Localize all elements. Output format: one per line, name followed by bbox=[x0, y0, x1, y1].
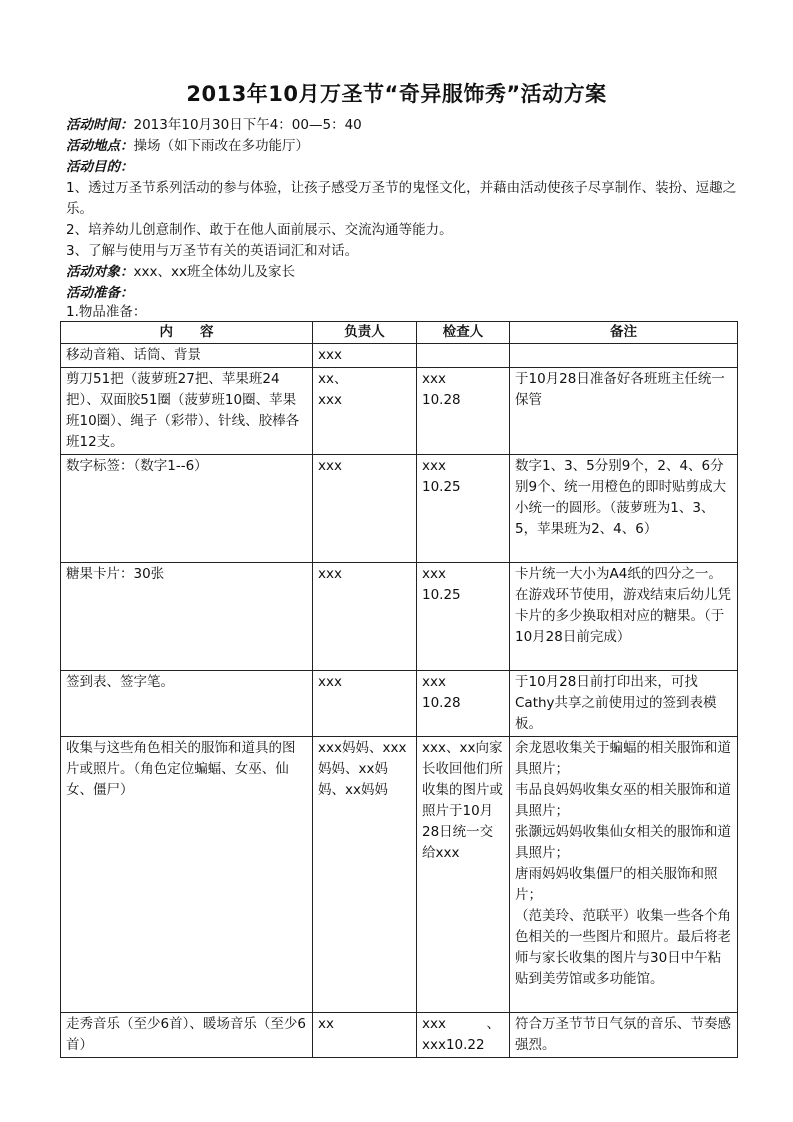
row-owner-cell-text: xxx妈妈、xxx妈妈、xx妈妈、xx妈妈 bbox=[318, 740, 407, 798]
row-note-cell bbox=[510, 344, 738, 368]
row-checker-cell bbox=[417, 1013, 510, 1058]
table-row bbox=[61, 671, 738, 737]
row-note-cell bbox=[510, 737, 738, 1013]
row-note-cell bbox=[510, 1013, 738, 1058]
table-row bbox=[61, 1013, 738, 1058]
row-owner-cell-text: xxx bbox=[318, 347, 342, 363]
row-checker-cell-text: xxx、xx向家长收回他们所收集的图片或照片于10月28日统一交给xxx bbox=[422, 740, 503, 861]
row-note-cell-text: 卡片统一大小为A4纸的四分之一。在游戏环节使用，游戏结束后幼儿凭卡片的多少换取相对应的糖果。（于10月28日前完成） bbox=[515, 566, 731, 645]
goal-item: 2、培养幼儿创意制作、敢于在他人面前展示、交流沟通等能力。 bbox=[66, 222, 453, 238]
row-content-cell bbox=[61, 344, 313, 368]
row-content-cell-text: 移动音箱、话筒、背景 bbox=[66, 347, 201, 363]
activity-participants-value: xxx、xx班全体幼儿及家长 bbox=[133, 264, 295, 280]
activity-time-label: 活动时间： bbox=[66, 117, 134, 133]
row-content-cell bbox=[61, 455, 313, 563]
row-checker-cell-text: xxx 10.28 bbox=[422, 674, 461, 711]
row-owner-cell-text: xxx bbox=[318, 458, 342, 474]
row-checker-cell bbox=[417, 344, 510, 368]
row-checker-cell bbox=[417, 368, 510, 455]
row-note-cell-text: 于10月28日准备好各班班主任统一保管 bbox=[515, 371, 725, 408]
row-checker-cell-text: xxx 、 xxx10.22 bbox=[422, 1016, 500, 1053]
row-content-cell bbox=[61, 368, 313, 455]
activity-location-label: 活动地点： bbox=[66, 138, 134, 154]
row-note-cell-text: 于10月28日前打印出来，可找Cathy共享之前使用过的签到表模板。 bbox=[515, 674, 717, 732]
row-content-cell-text: 糖果卡片：30张 bbox=[66, 566, 165, 582]
goal-item: 1、透过万圣节系列活动的参与体验，让孩子感受万圣节的鬼怪文化，并藉由活动使孩子尽享制作、装扮、逗趣之乐。 bbox=[66, 180, 737, 217]
table-row bbox=[61, 455, 738, 563]
row-content-cell-text: 签到表、签字笔。 bbox=[66, 674, 174, 690]
column-header-note: 备注 bbox=[510, 322, 738, 344]
materials-table bbox=[60, 321, 738, 1058]
row-checker-cell-text: xxx 10.25 bbox=[422, 458, 461, 495]
row-content-cell-text: 剪刀51把（菠萝班27把、苹果班24把）、双面胶51圈（菠萝班10圈、苹果班10圈）、绳子（彩带）、针线、胶棒各班12支。 bbox=[66, 371, 300, 450]
activity-participants bbox=[66, 262, 746, 283]
row-owner-cell bbox=[313, 1013, 417, 1058]
row-note-cell-text: 符合万圣节节日气氛的音乐、节奏感强烈。 bbox=[515, 1016, 731, 1053]
prep-subheading: 1.物品准备： bbox=[66, 304, 147, 320]
row-owner-cell bbox=[313, 455, 417, 563]
row-content-cell-text: 收集与这些角色相关的服饰和道具的图片或照片。（角色定位蝙蝠、女巫、仙女、僵尸） bbox=[66, 740, 296, 798]
table-row bbox=[61, 368, 738, 455]
activity-goals-heading bbox=[66, 157, 746, 178]
activity-time bbox=[66, 115, 746, 136]
row-checker-cell bbox=[417, 737, 510, 1013]
activity-time-value: 2013年10月30日下午4：00—5：40 bbox=[133, 117, 362, 133]
row-checker-cell bbox=[417, 563, 510, 671]
activity-goals-label: 活动目的： bbox=[66, 159, 134, 175]
row-owner-cell bbox=[313, 671, 417, 737]
goal-item: 3、了解与使用与万圣节有关的英语词汇和对话。 bbox=[66, 243, 359, 259]
column-header-content: 内 容 bbox=[61, 322, 313, 344]
row-checker-cell-text: xxx 10.28 bbox=[422, 371, 461, 408]
activity-location-value: 操场（如下雨改在多功能厅） bbox=[133, 138, 309, 154]
activity-participants-label: 活动对象： bbox=[66, 264, 134, 280]
row-owner-cell-text: xxx bbox=[318, 674, 342, 690]
row-checker-cell bbox=[417, 671, 510, 737]
table-header-row bbox=[61, 322, 738, 344]
row-content-cell-text: 走秀音乐（至少6首）、暖场音乐（至少6首） bbox=[66, 1016, 306, 1053]
table-row bbox=[61, 737, 738, 1013]
column-header-checker: 检查人 bbox=[417, 322, 510, 344]
row-content-cell bbox=[61, 563, 313, 671]
row-note-cell bbox=[510, 563, 738, 671]
table-row bbox=[61, 563, 738, 671]
row-note-cell bbox=[510, 368, 738, 455]
row-owner-cell bbox=[313, 563, 417, 671]
row-note-cell-text: 数字1、3、5分别9个，2、4、6分别9个、统一用橙色的即时贴剪成大小统一的圆形。（菠萝班为1、3、5，苹果班为2、4、6） bbox=[515, 458, 727, 537]
row-content-cell bbox=[61, 1013, 313, 1058]
row-note-cell-text: 余龙恩收集关于蝙蝠的相关服饰和道具照片； 韦品良妈妈收集女巫的相关服饰和道具照片； 张灏远妈妈收集仙女相关的服饰和道具照片； 唐雨妈妈收集僵尸的相关服饰和照片； （范美玲、范联平）收集一些各个角色相关的一些图片和照片。最后将老师与家长收集的图片与30日中午粘贴到美劳馆或多功能馆。 bbox=[515, 740, 731, 987]
row-checker-cell bbox=[417, 455, 510, 563]
page-title: 2013年10月万圣节“奇异服饰秀”活动方案 bbox=[186, 82, 607, 106]
table-row bbox=[61, 344, 738, 368]
row-note-cell bbox=[510, 671, 738, 737]
row-content-cell-text: 数字标签：（数字1--6） bbox=[66, 458, 208, 474]
row-checker-cell-text: xxx 10.25 bbox=[422, 566, 461, 603]
row-content-cell bbox=[61, 737, 313, 1013]
row-owner-cell bbox=[313, 344, 417, 368]
row-owner-cell bbox=[313, 737, 417, 1013]
row-note-cell bbox=[510, 455, 738, 563]
row-owner-cell-text: xxx bbox=[318, 566, 342, 582]
row-owner-cell-text: xx bbox=[318, 1016, 334, 1032]
row-owner-cell-text: xx、 xxx bbox=[318, 371, 348, 408]
activity-prep-label: 活动准备： bbox=[66, 285, 134, 301]
activity-location bbox=[66, 136, 746, 157]
activity-prep-heading bbox=[66, 283, 746, 304]
row-content-cell bbox=[61, 671, 313, 737]
column-header-owner: 负责人 bbox=[313, 322, 417, 344]
table-body bbox=[61, 344, 738, 1058]
row-owner-cell bbox=[313, 368, 417, 455]
